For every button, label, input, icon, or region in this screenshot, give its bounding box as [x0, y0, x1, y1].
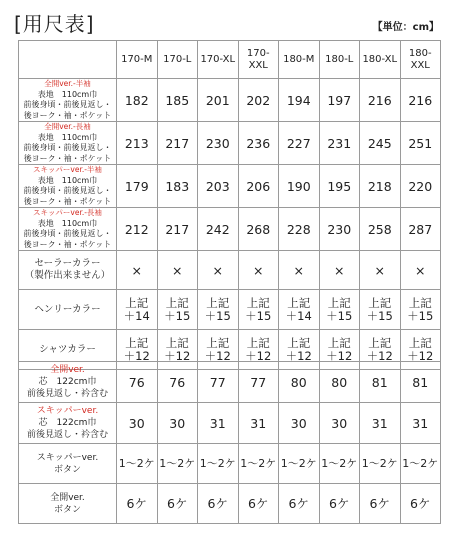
cell-value: 上記＋12	[204, 335, 231, 363]
size-header-label: 170-XXL	[246, 47, 270, 71]
row-label-line: 前後身頃・前後見返し・	[23, 100, 112, 109]
cell-value: 182	[124, 92, 149, 108]
size-header	[117, 41, 158, 79]
cell-value: 上記＋15	[245, 295, 272, 323]
cell-value: 30	[169, 415, 186, 431]
row-label-line: 表地 110cm巾	[37, 89, 98, 99]
value-cell	[117, 208, 158, 251]
cell-value: 上記＋12	[326, 335, 353, 363]
value-cell	[360, 484, 401, 524]
cell-value: 上記＋15	[164, 295, 191, 323]
value-cell	[117, 290, 158, 330]
value-cell	[360, 208, 401, 251]
cell-value: 218	[367, 178, 392, 194]
table-row	[19, 484, 441, 524]
cell-value: 220	[408, 178, 433, 194]
cell-value: 1～2ケ	[402, 456, 439, 470]
cell-value: 268	[246, 221, 271, 237]
cell-value: 6ケ	[126, 496, 147, 511]
value-cell	[198, 79, 239, 122]
value-cell	[198, 403, 239, 444]
size-header-label: 180-M	[283, 53, 315, 65]
row-label-line: 後ヨーク・袖・ポケット	[23, 153, 112, 163]
row-label-variant: 全開ver.	[50, 365, 85, 375]
row-label	[19, 79, 117, 122]
value-cell	[279, 79, 320, 122]
value-cell	[238, 165, 279, 208]
value-cell	[400, 362, 441, 403]
cell-value: 上記＋12	[366, 335, 393, 363]
row-label-line: シャツカラー	[39, 343, 96, 355]
cell-value: 上記＋15	[326, 295, 353, 323]
cell-value: 1～2ケ	[280, 456, 317, 470]
value-cell	[157, 444, 198, 484]
value-cell	[400, 79, 441, 122]
table-row	[19, 290, 441, 330]
value-cell	[279, 444, 320, 484]
row-label-line: セーラーカラー	[34, 258, 101, 269]
row-label-line: 全開ver.	[50, 492, 85, 503]
value-cell	[198, 484, 239, 524]
row-label-line: （製作出来ません）	[24, 270, 111, 281]
row-label	[19, 403, 117, 444]
value-cell	[279, 362, 320, 403]
row-label	[19, 208, 117, 251]
value-cell	[360, 444, 401, 484]
row-label-line: 後ヨーク・袖・ポケット	[23, 239, 112, 249]
cell-value: 80	[290, 374, 307, 390]
row-label-line: 後ヨーク・袖・ポケット	[23, 110, 112, 120]
cell-value: 31	[250, 415, 267, 431]
cell-value: ×	[172, 262, 183, 278]
row-label-variant: 全開ver.-半袖	[44, 79, 91, 88]
cell-value: 236	[246, 135, 271, 151]
cell-value: 6ケ	[369, 496, 390, 511]
value-cell	[400, 251, 441, 290]
cell-value: 上記＋12	[123, 335, 150, 363]
value-cell	[279, 122, 320, 165]
value-cell	[279, 208, 320, 251]
cell-value: 202	[246, 92, 271, 108]
cell-value: 6ケ	[410, 496, 431, 511]
value-cell	[117, 444, 158, 484]
value-cell	[319, 290, 360, 330]
value-cell	[279, 403, 320, 444]
value-cell	[319, 484, 360, 524]
cell-value: 6ケ	[329, 496, 350, 511]
value-cell	[319, 251, 360, 290]
cell-value: 上記＋12	[285, 335, 312, 363]
table-row	[19, 251, 441, 290]
value-cell	[157, 79, 198, 122]
row-label-line: 表地 110cm巾	[37, 132, 98, 142]
cell-value: 194	[286, 92, 311, 108]
cell-value: ×	[293, 262, 304, 278]
value-cell	[238, 403, 279, 444]
value-cell	[360, 251, 401, 290]
size-header	[400, 41, 441, 79]
row-label	[19, 122, 117, 165]
value-cell	[400, 444, 441, 484]
table-row	[19, 362, 441, 403]
cell-value: 230	[327, 221, 352, 237]
table-row	[19, 165, 441, 208]
value-cell	[238, 484, 279, 524]
row-label-line: ボタン	[53, 464, 81, 475]
row-label-line: 前後見返し・衿含む	[26, 430, 108, 440]
cell-value: 217	[165, 221, 190, 237]
fabric-table	[18, 40, 441, 370]
value-cell	[198, 290, 239, 330]
value-cell	[198, 362, 239, 403]
value-cell	[400, 403, 441, 444]
cell-value: 185	[165, 92, 190, 108]
table-row	[19, 403, 441, 444]
cell-value: 231	[327, 135, 352, 151]
row-label	[19, 484, 117, 524]
cell-value: 230	[205, 135, 230, 151]
row-label-line: 前後見返し・衿含む	[26, 389, 108, 399]
cell-value: 6ケ	[288, 496, 309, 511]
cell-value: 上記＋14	[285, 295, 312, 323]
interlining-table	[18, 361, 441, 524]
cell-value: 206	[246, 178, 271, 194]
value-cell	[360, 79, 401, 122]
table-row	[19, 444, 441, 484]
cell-value: 77	[250, 374, 267, 390]
row-label-line: 前後身頃・前後見返し・	[23, 143, 112, 152]
row-label	[19, 165, 117, 208]
row-label-line: 表地 110cm巾	[37, 175, 98, 185]
cell-value: 6ケ	[167, 496, 188, 511]
value-cell	[198, 165, 239, 208]
value-cell	[400, 208, 441, 251]
table-row	[19, 79, 441, 122]
value-cell	[117, 484, 158, 524]
cell-value: 217	[165, 135, 190, 151]
cell-value: 203	[205, 178, 230, 194]
cell-value: 190	[286, 178, 311, 194]
cell-value: 76	[169, 374, 186, 390]
value-cell	[198, 251, 239, 290]
cell-value: 1～2ケ	[321, 456, 358, 470]
cell-value: 1～2ケ	[118, 456, 155, 470]
value-cell	[238, 208, 279, 251]
value-cell	[117, 79, 158, 122]
row-label-line: ボタン	[53, 504, 81, 515]
cell-value: 81	[412, 374, 429, 390]
cell-value: 76	[128, 374, 145, 390]
row-label-line: 表地 110cm巾	[37, 218, 98, 228]
value-cell	[319, 403, 360, 444]
cell-value: 30	[290, 415, 307, 431]
size-header	[238, 41, 279, 79]
cell-value: 227	[286, 135, 311, 151]
cell-value: 77	[209, 374, 226, 390]
cell-value: 上記＋14	[123, 295, 150, 323]
cell-value: 31	[371, 415, 388, 431]
cell-value: 251	[408, 135, 433, 151]
row-label	[19, 444, 117, 484]
value-cell	[360, 290, 401, 330]
cell-value: ×	[415, 262, 426, 278]
cell-value: ×	[131, 262, 142, 278]
row-label-line: ヘンリーカラー	[34, 303, 101, 315]
size-header-label: 170-XL	[200, 53, 236, 65]
value-cell	[279, 165, 320, 208]
value-cell	[157, 122, 198, 165]
value-cell	[319, 165, 360, 208]
cell-value: 6ケ	[207, 496, 228, 511]
value-cell	[279, 251, 320, 290]
cell-value: 197	[327, 92, 352, 108]
row-label-line: 前後身頃・前後見返し・	[23, 229, 112, 238]
row-label	[19, 251, 117, 290]
cell-value: 1～2ケ	[240, 456, 277, 470]
header-row	[19, 41, 441, 79]
size-header	[157, 41, 198, 79]
value-cell	[279, 484, 320, 524]
cell-value: 81	[371, 374, 388, 390]
value-cell	[198, 122, 239, 165]
value-cell	[319, 208, 360, 251]
cell-value: 183	[165, 178, 190, 194]
value-cell	[319, 444, 360, 484]
page-title: [用尺表]	[14, 12, 95, 36]
cell-value: 31	[209, 415, 226, 431]
row-label-line: 芯 122cm巾	[38, 418, 97, 428]
cell-value: 245	[367, 135, 392, 151]
value-cell	[238, 444, 279, 484]
value-cell	[400, 484, 441, 524]
cell-value: 201	[205, 92, 230, 108]
value-cell	[360, 362, 401, 403]
cell-value: 216	[408, 92, 433, 108]
size-header	[360, 41, 401, 79]
size-header-label: 170-M	[121, 53, 153, 65]
cell-value: 216	[367, 92, 392, 108]
unit-label: 【単位：cm】	[372, 22, 439, 33]
value-cell	[238, 362, 279, 403]
value-cell	[400, 290, 441, 330]
size-header	[279, 41, 320, 79]
row-label-line: 前後身頃・前後見返し・	[23, 186, 112, 195]
cell-value: 上記＋15	[204, 295, 231, 323]
value-cell	[360, 165, 401, 208]
cell-value: 上記＋12	[245, 335, 272, 363]
header-corner	[19, 41, 117, 79]
value-cell	[198, 208, 239, 251]
cell-value: 1～2ケ	[199, 456, 236, 470]
value-cell	[157, 165, 198, 208]
cell-value: 上記＋15	[366, 295, 393, 323]
size-header-label: 180-XL	[362, 53, 398, 65]
cell-value: 179	[124, 178, 149, 194]
cell-value: 30	[331, 415, 348, 431]
value-cell	[117, 165, 158, 208]
cell-value: 228	[286, 221, 311, 237]
cell-value: 上記＋12	[164, 335, 191, 363]
cell-value: 30	[128, 415, 145, 431]
value-cell	[157, 251, 198, 290]
size-header-label: 170-L	[163, 53, 192, 65]
size-header-label: 180-XXL	[408, 47, 432, 71]
value-cell	[238, 251, 279, 290]
cell-value: 1～2ケ	[361, 456, 398, 470]
cell-value: 195	[327, 178, 352, 194]
value-cell	[238, 122, 279, 165]
table-row	[19, 122, 441, 165]
row-label-line: スキッパーver.	[36, 452, 99, 463]
value-cell	[117, 362, 158, 403]
cell-value: 242	[205, 221, 230, 237]
row-label-line: 芯 122cm巾	[38, 377, 97, 387]
cell-value: 212	[124, 221, 149, 237]
size-header	[198, 41, 239, 79]
cell-value: 上記＋12	[407, 335, 434, 363]
cell-value: 213	[124, 135, 149, 151]
value-cell	[117, 403, 158, 444]
value-cell	[157, 484, 198, 524]
row-label-variant: スキッパーver.-長袖	[33, 208, 102, 217]
value-cell	[319, 122, 360, 165]
cell-value: 1～2ケ	[159, 456, 196, 470]
value-cell	[238, 79, 279, 122]
value-cell	[157, 290, 198, 330]
row-label-variant: 全開ver.-長袖	[44, 122, 91, 131]
row-label-variant: スキッパーver.	[36, 406, 99, 416]
value-cell	[360, 122, 401, 165]
value-cell	[360, 403, 401, 444]
row-label	[19, 290, 117, 330]
cell-value: ×	[334, 262, 345, 278]
value-cell	[157, 362, 198, 403]
cell-value: 287	[408, 221, 433, 237]
size-header	[319, 41, 360, 79]
cell-value: 258	[367, 221, 392, 237]
cell-value: ×	[374, 262, 385, 278]
size-header-label: 180-L	[325, 53, 354, 65]
value-cell	[117, 122, 158, 165]
cell-value: ×	[253, 262, 264, 278]
value-cell	[157, 403, 198, 444]
value-cell	[117, 251, 158, 290]
value-cell	[400, 165, 441, 208]
row-label-variant: スキッパーver.-半袖	[33, 165, 102, 174]
cell-value: ×	[212, 262, 223, 278]
value-cell	[400, 122, 441, 165]
value-cell	[198, 444, 239, 484]
cell-value: 6ケ	[248, 496, 269, 511]
row-label-line: 後ヨーク・袖・ポケット	[23, 196, 112, 206]
value-cell	[238, 290, 279, 330]
value-cell	[319, 79, 360, 122]
cell-value: 上記＋15	[407, 295, 434, 323]
cell-value: 80	[331, 374, 348, 390]
value-cell	[319, 362, 360, 403]
value-cell	[279, 290, 320, 330]
row-label	[19, 362, 117, 403]
value-cell	[157, 208, 198, 251]
cell-value: 31	[412, 415, 429, 431]
table-row	[19, 208, 441, 251]
